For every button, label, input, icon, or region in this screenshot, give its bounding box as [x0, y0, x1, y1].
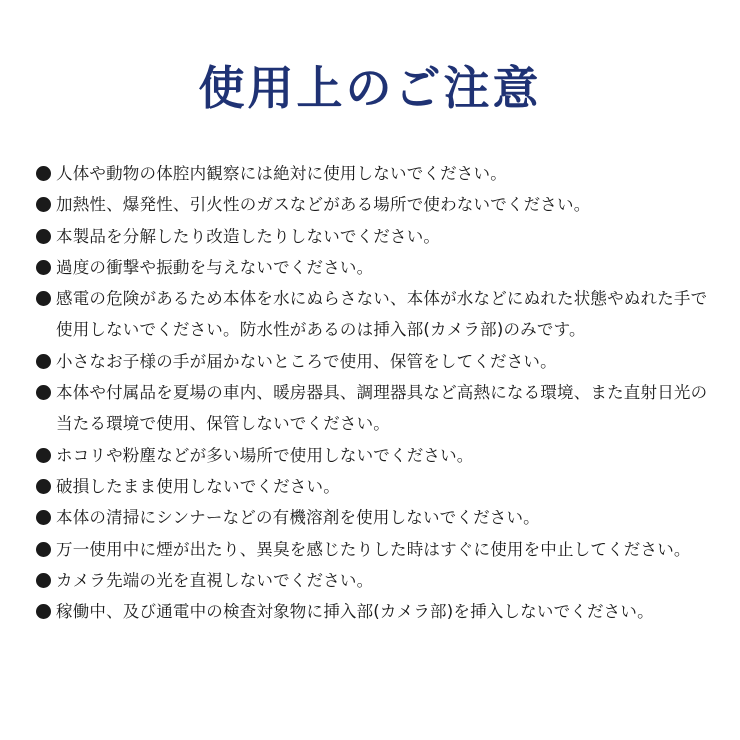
black-circle-bullet-icon [36, 166, 51, 181]
black-circle-bullet-icon [36, 229, 51, 244]
caution-list [36, 158, 716, 627]
black-circle-bullet-icon [36, 197, 51, 212]
black-circle-bullet-icon [36, 510, 51, 525]
caution-text: 感電の危険があるため本体を水にぬらさない、本体が水などにぬれた状態やぬれた手で使用しないでください。防水性があるのは挿入部(カメラ部)のみです。 [56, 289, 708, 340]
black-circle-bullet-icon [36, 604, 51, 619]
caution-text: 破損したまま使用しないでください。 [56, 476, 340, 496]
black-circle-bullet-icon [36, 573, 51, 588]
caution-text: カメラ先端の光を直視しないでください。 [56, 570, 374, 590]
page-title: 使用上のご注意 [198, 61, 542, 115]
caution-text: 過度の衝撃や振動を与えないでください。 [56, 257, 374, 277]
caution-item [36, 502, 716, 533]
black-circle-bullet-icon [36, 448, 51, 463]
caution-item [36, 346, 716, 377]
black-circle-bullet-icon [36, 291, 51, 306]
caution-text: 加熱性、爆発性、引火性のガスなどがある場所で使わないでください。 [56, 195, 591, 215]
black-circle-bullet-icon [36, 479, 51, 494]
caution-text: ホコリや粉塵などが多い場所で使用しないでください。 [56, 445, 474, 465]
caution-item [36, 565, 716, 596]
caution-text: 稼働中、及び通電中の検査対象物に挿入部(カメラ部)を挿入しないでください。 [56, 602, 654, 622]
caution-item [36, 596, 716, 627]
caution-item [36, 534, 716, 565]
caution-item [36, 158, 716, 189]
caution-item [36, 471, 716, 502]
black-circle-bullet-icon [36, 354, 51, 369]
caution-text: 本製品を分解したり改造したりしないでください。 [56, 226, 441, 246]
black-circle-bullet-icon [36, 385, 51, 400]
caution-text: 本体や付属品を夏場の車内、暖房器具、調理器具など高熱になる環境、また直射日光の当たる環境で使用、保管しないでください。 [56, 383, 708, 434]
caution-item [36, 252, 716, 283]
caution-text: 万一使用中に煙が出たり、異臭を感じたりした時はすぐに使用を中止してください。 [56, 539, 691, 559]
black-circle-bullet-icon [36, 260, 51, 275]
caution-text: 本体の清掃にシンナーなどの有機溶剤を使用しないでください。 [56, 508, 540, 528]
black-circle-bullet-icon [36, 542, 51, 557]
caution-item [36, 189, 716, 220]
caution-item [36, 283, 716, 346]
caution-item [36, 440, 716, 471]
caution-text: 人体や動物の体腔内観察には絶対に使用しないでください。 [56, 164, 507, 183]
caution-item [36, 377, 716, 440]
caution-text: 小さなお子様の手が届かないところで使用、保管をしてください。 [56, 351, 557, 371]
caution-item [36, 221, 716, 252]
